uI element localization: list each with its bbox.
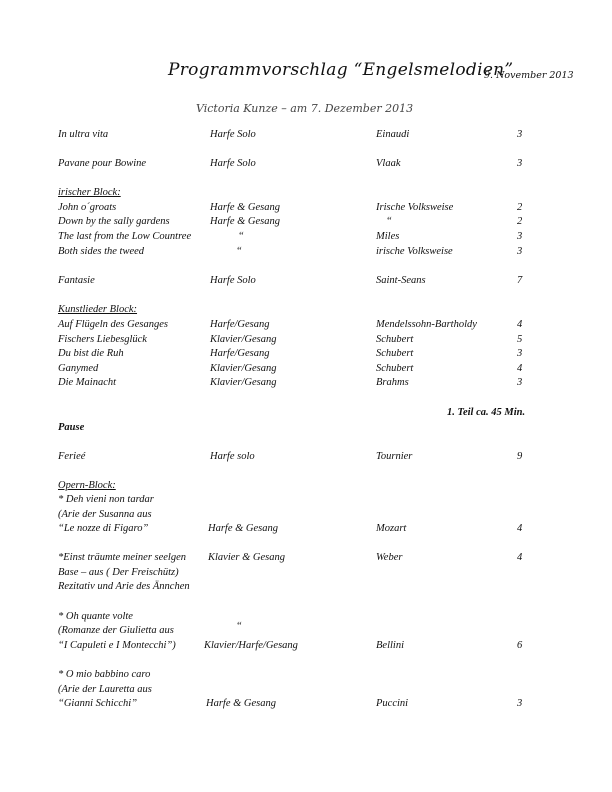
piece-title: Ferieé (58, 451, 86, 462)
piece-title: * Oh quante volte (58, 611, 133, 622)
piece-title: Down by the sally gardens (58, 216, 170, 227)
composer-ditto-mark: “ (386, 216, 392, 227)
composer: Irische Volksweise (376, 202, 454, 213)
duration: 3 (517, 231, 523, 242)
document-date: 9. November 2013 (484, 70, 574, 81)
duration: 4 (517, 363, 523, 374)
instrumentation-ditto-mark: “ (236, 246, 242, 257)
block-heading: Opern-Block: (58, 480, 116, 491)
duration: 4 (517, 523, 523, 534)
instrumentation: Klavier/Gesang (210, 377, 277, 388)
duration: 3 (517, 698, 523, 709)
duration: 7 (517, 275, 523, 286)
instrumentation: Klavier & Gesang (208, 552, 285, 563)
composer: Tournier (376, 451, 413, 462)
instrumentation: Harfe/Gesang (210, 319, 270, 330)
composer: Einaudi (376, 129, 410, 140)
duration: 3 (517, 377, 523, 388)
piece-title: Auf Flügeln des Gesanges (58, 319, 168, 330)
duration: 2 (517, 202, 523, 213)
duration: 5 (517, 334, 523, 345)
piece-title: In ultra vita (58, 129, 109, 140)
instrumentation: Harfe & Gesang (210, 216, 280, 227)
block-heading: Kunstlieder Block: (58, 304, 138, 315)
instrumentation-ditto-mark: “ (238, 231, 244, 242)
piece-title: *Einst träumte meiner seelgen (58, 552, 187, 563)
instrumentation: Harfe & Gesang (210, 202, 280, 213)
block-heading: irischer Block: (58, 187, 121, 198)
piece-title: Fantasie (58, 275, 95, 286)
duration: 3 (517, 129, 523, 140)
duration: 4 (517, 319, 523, 330)
composer: Puccini (376, 698, 409, 709)
duration: 3 (517, 246, 523, 257)
piece-subtitle: (Arie der Lauretta aus (58, 684, 152, 695)
composer: Bellini (376, 640, 404, 651)
instrumentation: Harfe Solo (210, 129, 256, 140)
piece-title: John o´groats (58, 202, 117, 213)
piece-title: * Deh vieni non tardar (58, 494, 154, 505)
piece-subtitle: Rezitativ und Arie des Ännchen (58, 581, 190, 592)
pause-label: Pause (58, 422, 85, 433)
instrumentation: Harfe & Gesang (208, 523, 278, 534)
composer: Brahms (376, 377, 409, 388)
duration: 3 (517, 158, 523, 169)
piece-title: Du bist die Ruh (58, 348, 124, 359)
piece-title: Pavane pour Bowine (58, 158, 147, 169)
piece-subtitle: “Gianni Schicchi” (58, 698, 138, 709)
piece-title: Both sides the tweed (58, 246, 145, 257)
composer: Schubert (376, 334, 414, 345)
piece-title: Die Mainacht (58, 377, 117, 388)
piece-title: The last from the Low Countree (58, 231, 192, 242)
composer: Miles (376, 231, 400, 242)
duration: 3 (517, 348, 523, 359)
instrumentation: Harfe & Gesang (206, 698, 276, 709)
piece-subtitle: Base – aus ( Der Freischütz) (58, 567, 179, 578)
duration: 4 (517, 552, 523, 563)
composer: Saint-Seans (376, 275, 426, 286)
duration: 2 (517, 216, 523, 227)
piece-subtitle: “I Capuleti e I Montecchi”) (58, 640, 176, 651)
instrumentation: Klavier/Gesang (210, 363, 277, 374)
instrumentation-ditto-mark: “ (236, 621, 242, 632)
piece-subtitle: “Le nozze di Figaro” (58, 523, 149, 534)
piece-title: Ganymed (58, 363, 99, 374)
part-one-total: 1. Teil ca. 45 Min. (447, 407, 526, 418)
piece-subtitle: (Romanze der Giulietta aus (58, 625, 174, 636)
instrumentation: Harfe solo (210, 451, 255, 462)
piece-title: * O mio babbino caro (58, 669, 151, 680)
piece-title: Fischers Liebesglück (58, 334, 147, 345)
composer: Schubert (376, 363, 414, 374)
composer: Schubert (376, 348, 414, 359)
instrumentation: Harfe Solo (210, 158, 256, 169)
program-subtitle: Victoria Kunze – am 7. Dezember 2013 (196, 102, 414, 115)
instrumentation: Klavier/Gesang (210, 334, 277, 345)
instrumentation: Harfe Solo (210, 275, 256, 286)
instrumentation: Klavier/Harfe/Gesang (204, 640, 298, 651)
instrumentation: Harfe/Gesang (210, 348, 270, 359)
composer: Mendelssohn-Bartholdy (376, 319, 477, 330)
composer: irische Volksweise (376, 246, 453, 257)
program-title: Programmvorschlag “Engelsmelodien” (168, 60, 514, 80)
composer: Weber (376, 552, 403, 563)
composer: Mozart (376, 523, 407, 534)
duration: 6 (517, 640, 523, 651)
composer: Vlaak (376, 158, 401, 169)
duration: 9 (517, 451, 523, 462)
piece-subtitle: (Arie der Susanna aus (58, 509, 152, 520)
